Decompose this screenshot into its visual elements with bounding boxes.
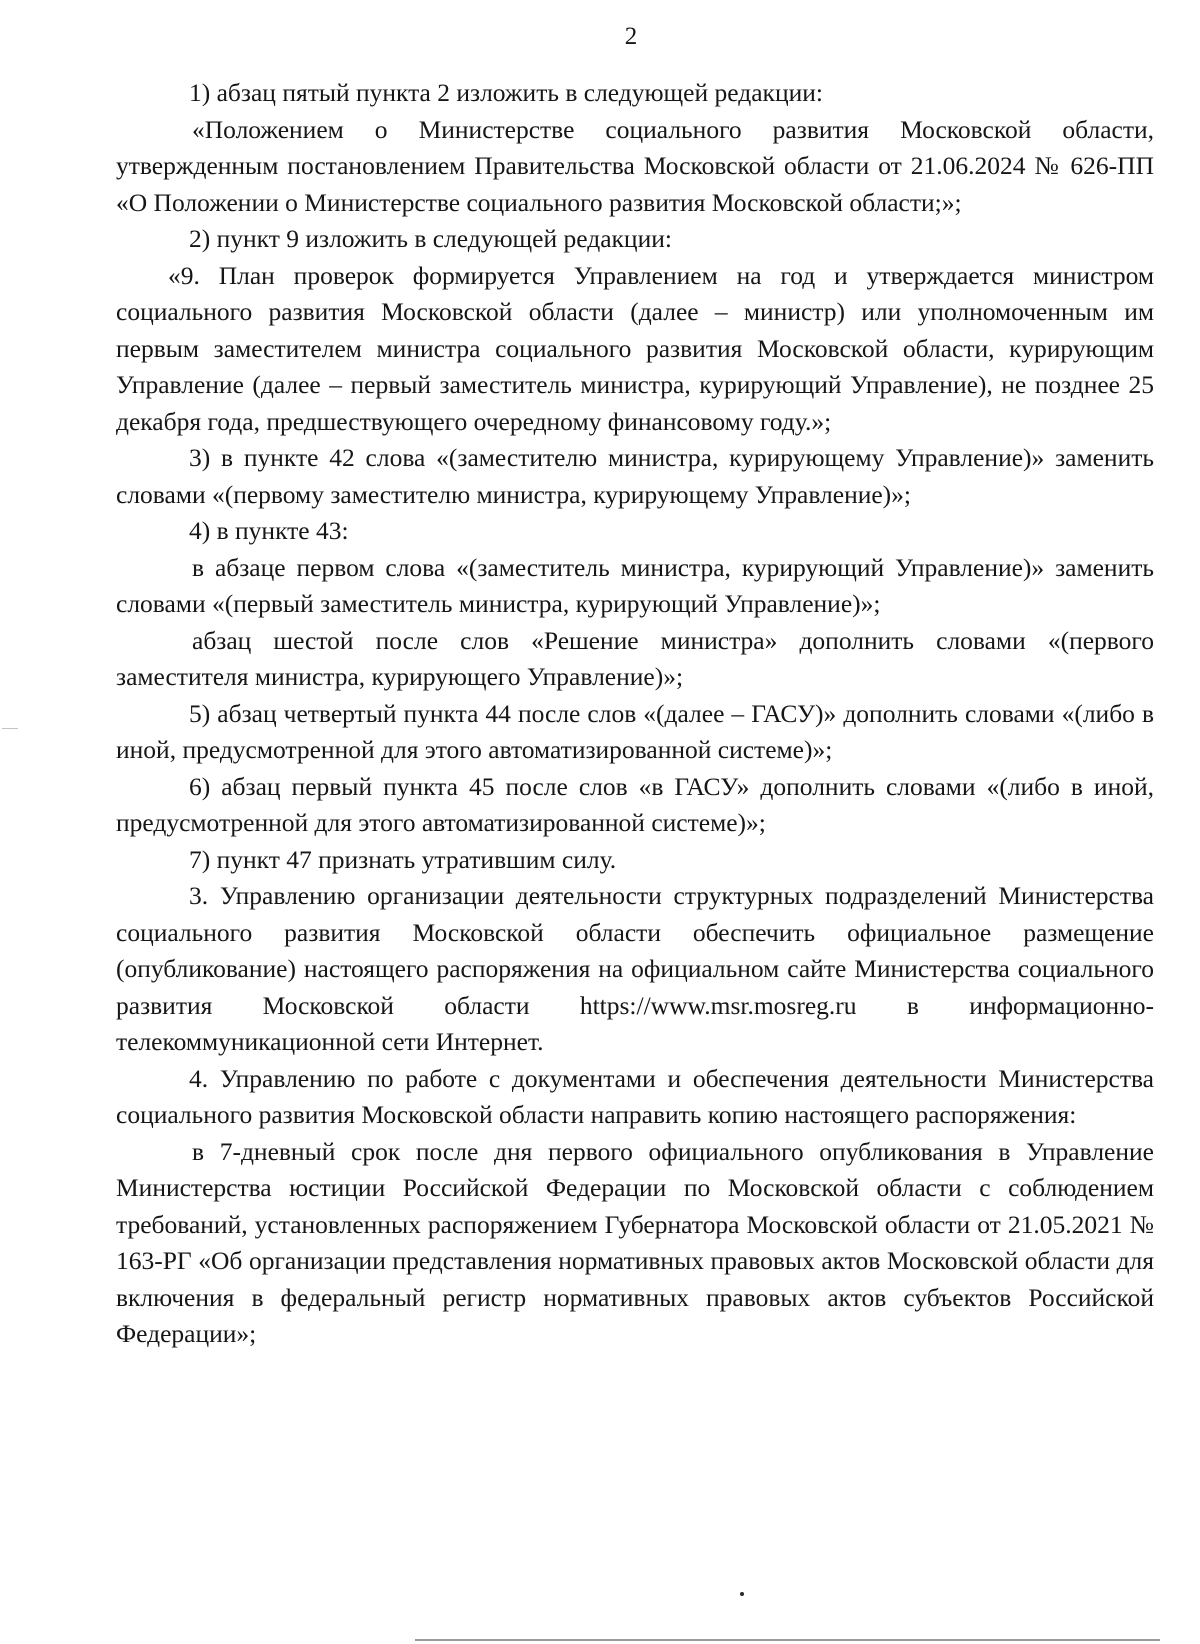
scan-speck bbox=[740, 1592, 744, 1596]
amendment-item-6: 6) абзац первый пункта 45 после слов «в ГАСУ» дополнить словами «(либо в иной, предусмотренной для этого автоматизированной системе)»; bbox=[116, 771, 1154, 837]
amendment-text-1: «Положением о Министерстве социального развития Московской области, утвержденным постановлением Правительства Московской области от 21.06.2024 № 626-ПП «О Положении о Министерстве социального развития Московской области;»; bbox=[116, 114, 1154, 217]
amendment-item-2: 2) пункт 9 изложить в следующей редакции: bbox=[189, 224, 672, 253]
amendment-item-4: 4) в пункте 43: bbox=[189, 516, 349, 545]
page-bottom-edge bbox=[415, 1639, 1160, 1641]
amendment-item-7: 7) пункт 47 признать утратившим силу. bbox=[189, 844, 617, 874]
amendment-item-1: 1) абзац пятый пункта 2 изложить в следующей редакции: bbox=[189, 78, 823, 107]
document-body bbox=[116, 75, 1154, 1353]
scan-margin-mark bbox=[2, 728, 18, 729]
clause-3: 3. Управлению организации деятельности структурных подразделений Министерства социального развития Московской области обеспечить официальное размещение (опубликование) настоящего распоряжения на официальном сайте Министерства социального развития Московской области https://www.msr.mosreg.ru в информационно-телекоммуникационной сети Интернет. bbox=[116, 881, 1154, 1056]
amendment-text-2: «9. План проверок формируется Управлением на год и утверждается министром социального развития Московской области (далее – министр) или уполномоченным им первым заместителем министра социального развития Московской области, курирующим Управление (далее – первый заместитель министра, курирующий Управление), не позднее 25 декабря года, предшествующего очередному финансовому году.»; bbox=[116, 260, 1154, 436]
amendment-item-5: 5) абзац четвертый пункта 44 после слов «(далее – ГАСУ)» дополнить словами «(либо в иной, предусмотренной для этого автоматизированной системе)»; bbox=[116, 698, 1154, 764]
page-number: 2 bbox=[624, 23, 638, 50]
amendment-item-4-part-1: в абзаце первом слова «(заместитель министра, курирующий Управление)» заменить словами «(первый заместитель министра, курирующий Управление)»; bbox=[116, 552, 1154, 618]
amendment-item-4-part-2: абзац шестой после слов «Решение министра» дополнить словами «(первого заместителя министра, курирующего Управление)»; bbox=[116, 625, 1154, 691]
clause-4: 4. Управлению по работе с документами и обеспечения деятельности Министерства социального развития Московской области направить копию настоящего распоряжения: bbox=[116, 1063, 1154, 1129]
amendment-item-3: 3) в пункте 42 слова «(заместителю министра, курирующему Управление)» заменить словами «(первому заместителю министра, курирующему Управление)»; bbox=[116, 443, 1154, 509]
clause-4-item-1: в 7-дневный срок после дня первого официального опубликования в Управление Министерства юстиции Российской Федерации по Московской области с соблюдением требований, установленных распоряжением Губернатора Московской области от 21.05.2021 № 163-РГ «Об организации представления нормативных правовых актов Московской области для включения в федеральный регистр нормативных правовых актов субъектов Российской Федерации»; bbox=[116, 1136, 1154, 1348]
